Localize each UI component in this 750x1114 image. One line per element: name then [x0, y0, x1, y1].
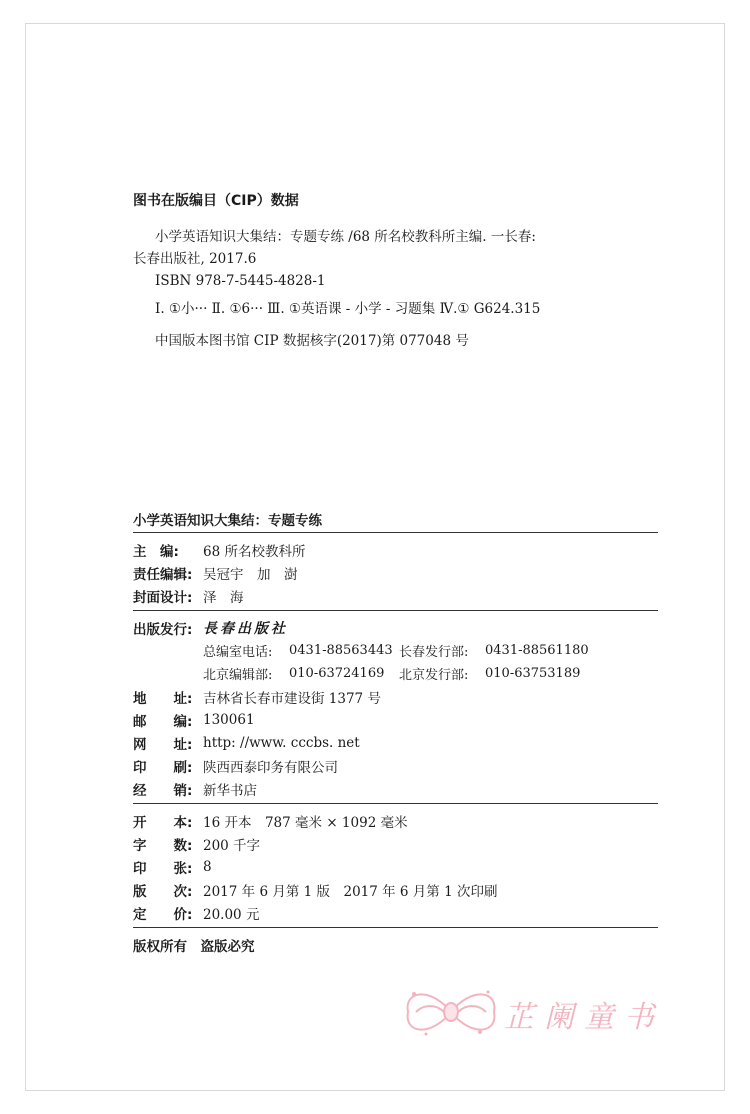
contact-value: 0431-88563443	[289, 643, 393, 658]
contact-label: 北京编辑部:	[203, 668, 273, 683]
sheets-label: 印 张:	[133, 860, 193, 877]
rights-notice: 版权所有 盗版必究	[133, 938, 255, 955]
publisher-row	[133, 616, 658, 639]
price-value: 20.00 元	[203, 906, 260, 923]
editor-label: 主 编:	[133, 543, 179, 560]
words-label: 字 数:	[133, 837, 193, 854]
address-label: 地 址:	[133, 690, 193, 707]
editor-value: 68 所名校教科所	[203, 543, 306, 560]
cip-classification: Ⅰ. ①小··· Ⅱ. ①6··· Ⅲ. ①英语课 - 小学 - 习题集 Ⅳ.① G624.315	[155, 301, 541, 317]
contact-label: 长春发行部:	[399, 645, 469, 660]
cip-line-2: 长春出版社, 2017.6	[133, 251, 257, 267]
publisher-group	[133, 616, 658, 804]
sheets-row	[133, 855, 658, 878]
contact-row-2	[203, 662, 658, 685]
web-row	[133, 731, 658, 754]
cip-line-1: 小学英语知识大集结：专题专练 /68 所名校教科所主编. 一长春:	[155, 229, 536, 245]
printer-row	[133, 754, 658, 777]
watermark-text: 芷阑童书	[504, 1000, 664, 1035]
colophon	[133, 509, 658, 956]
postcode-value: 130061	[203, 711, 255, 728]
price-row	[133, 901, 658, 924]
contact-label: 北京发行部:	[399, 668, 469, 683]
edition-row	[133, 878, 658, 901]
resp-editor-label: 责任编辑:	[133, 566, 193, 583]
contact-row-1	[203, 639, 658, 662]
contact-value: 0431-88561180	[485, 643, 589, 658]
cip-isbn: ISBN 978-7-5445-4828-1	[155, 273, 326, 289]
postcode-label: 邮 编:	[133, 713, 193, 730]
format-value: 16 开本 787 毫米 × 1092 毫米	[203, 814, 408, 831]
format-label: 开 本:	[133, 814, 193, 831]
cover-value: 泽 海	[203, 589, 244, 606]
editor-group	[133, 538, 658, 611]
watermark	[396, 982, 716, 1042]
sheets-value: 8	[203, 858, 212, 875]
publisher-label: 出版发行:	[133, 621, 193, 638]
seller-row	[133, 777, 658, 800]
publisher-logo-text: 長春出版社	[203, 620, 288, 637]
web-value: http: //www. cccbs. net	[203, 734, 360, 751]
bow-icon	[396, 982, 506, 1042]
cip-block	[133, 190, 653, 352]
seller-value: 新华书店	[203, 782, 257, 799]
cip-title: 图书在版编目（CIP）数据	[133, 193, 299, 209]
edition-label: 版 次:	[133, 883, 193, 900]
words-value: 200 千字	[203, 837, 261, 854]
address-row	[133, 685, 658, 708]
resp-editor-value: 吴冠宇 加 澍	[203, 566, 298, 583]
spec-group	[133, 809, 658, 928]
cip-approval: 中国版本图书馆 CIP 数据核字(2017)第 077048 号	[155, 333, 469, 349]
contacts	[133, 639, 658, 685]
contact-value: 010-63724169	[289, 666, 385, 681]
cover-label: 封面设计:	[133, 589, 193, 606]
book-title: 小学英语知识大集结：专题专练	[133, 509, 658, 533]
edition-value: 2017 年 6 月第 1 版 2017 年 6 月第 1 次印刷	[203, 883, 498, 900]
cover-row	[133, 584, 658, 607]
printer-label: 印 刷:	[133, 759, 193, 776]
contact-value: 010-63753189	[485, 666, 581, 681]
seller-label: 经 销:	[133, 782, 193, 799]
resp-editor-row	[133, 561, 658, 584]
format-row	[133, 809, 658, 832]
words-row	[133, 832, 658, 855]
price-label: 定 价:	[133, 906, 193, 923]
address-value: 吉林省长春市建设街 1377 号	[203, 690, 381, 707]
editor-row	[133, 538, 658, 561]
printer-value: 陕西西泰印务有限公司	[203, 759, 338, 776]
postcode-row	[133, 708, 658, 731]
web-label: 网 址:	[133, 736, 193, 753]
contact-label: 总编室电话:	[203, 645, 273, 660]
